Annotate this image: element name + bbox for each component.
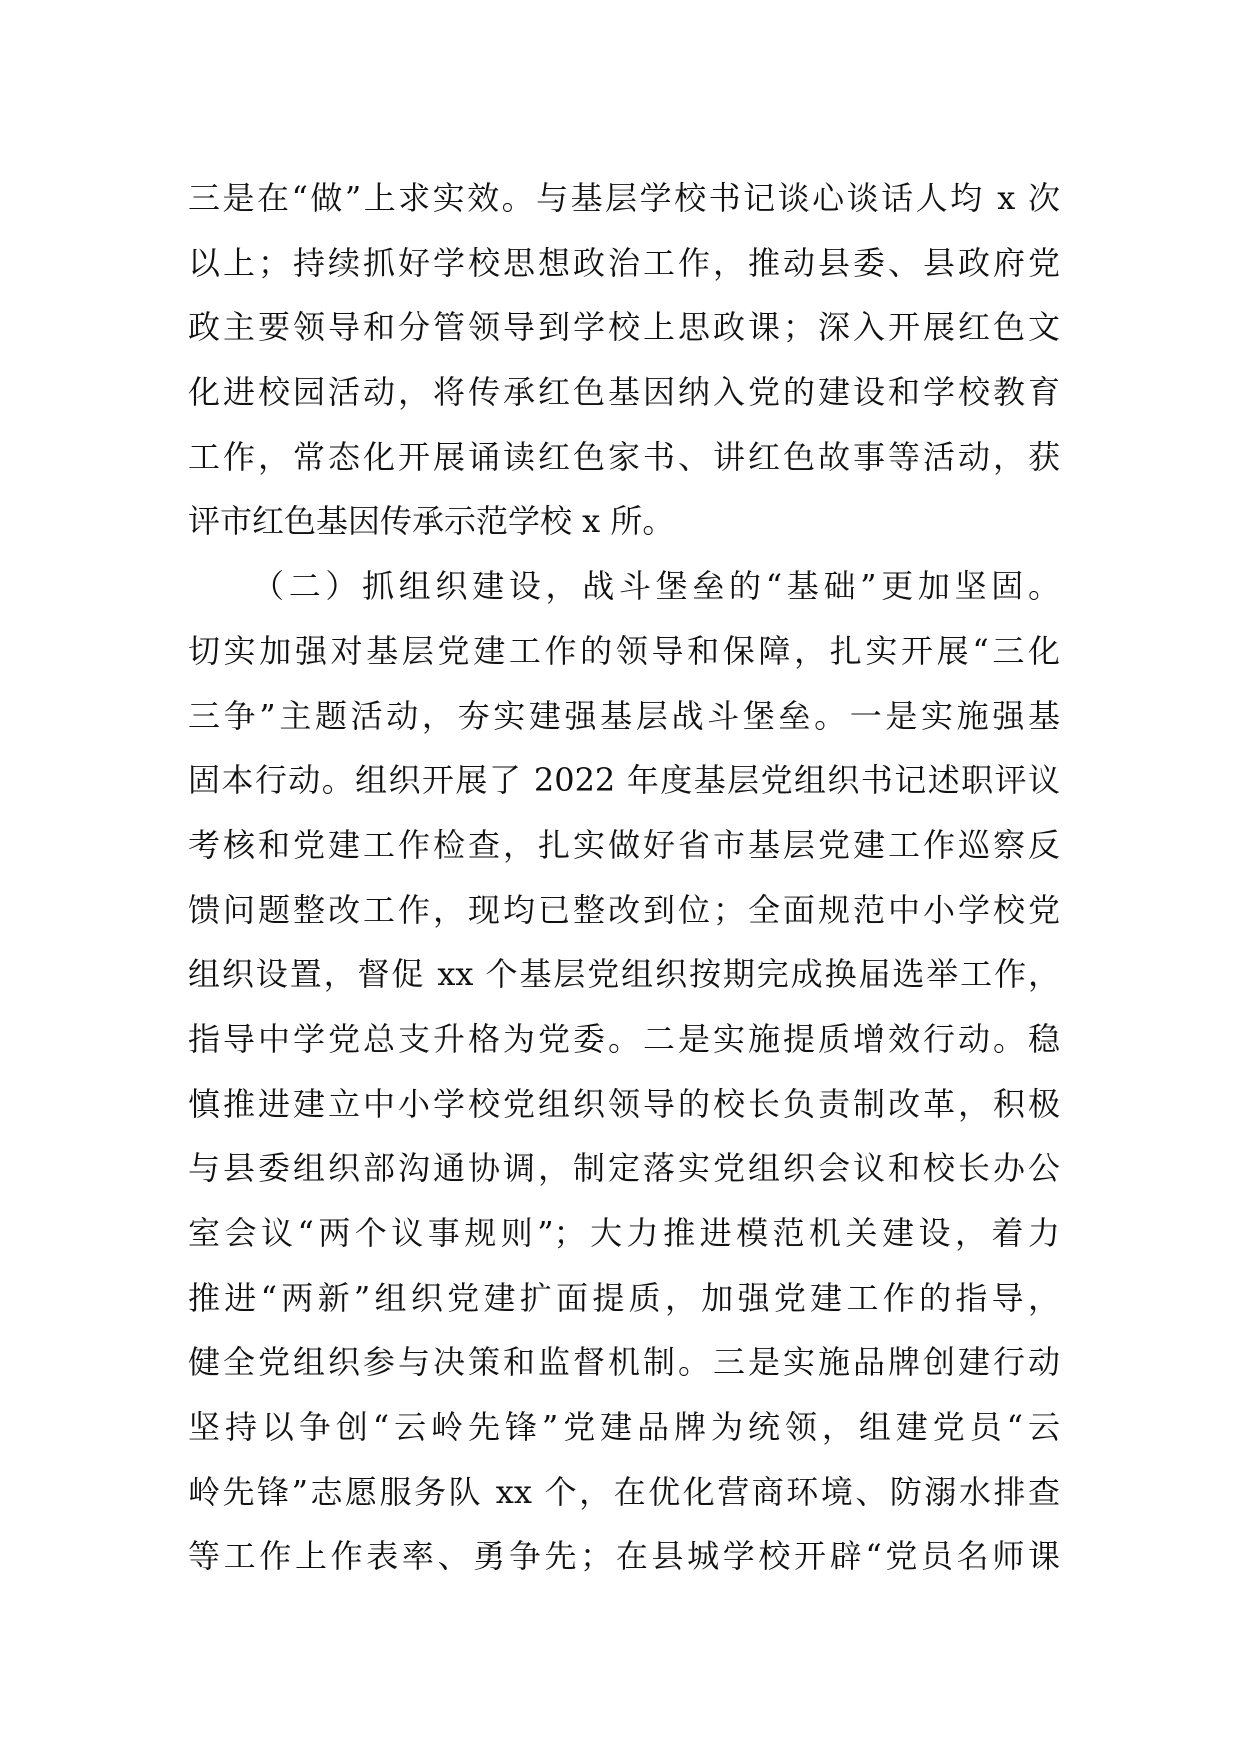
document-body (188, 166, 1060, 1589)
text-line: 考核和党建工作检查，扎实做好省市基层党建工作巡察反 (188, 825, 1060, 864)
text-line: 以上；持续抓好学校思想政治工作，推动县委、县政府党 (188, 243, 1060, 282)
text-line: 政主要领导和分管领导到学校上思政课；深入开展红色文 (188, 308, 1060, 347)
text-line: 组织设置，督促 xx 个基层党组织按期完成换届选举工作， (188, 955, 1060, 994)
text-line: 指导中学党总支升格为党委。二是实施提质增效行动。稳 (188, 1019, 1060, 1058)
text-line: 化进校园活动，将传承红色基因纳入党的建设和学校教育 (188, 373, 1060, 412)
text-line: 评市红色基因传承示范学校 x 所。 (188, 502, 675, 541)
section-heading: （二）抓组织建设，战斗堡垒的“基础”更加坚固。 (252, 567, 1060, 606)
text-line: 室会议“两个议事规则”；大力推进模范机关建设，着力 (188, 1214, 1060, 1252)
text-line: 三争”主题活动，夯实建强基层战斗堡垒。一是实施强基 (188, 696, 1060, 735)
text-line: 固本行动。组织开展了 2022 年度基层党组织书记述职评议 (188, 761, 1060, 800)
text-line: 工作，常态化开展诵读红色家书、讲红色故事等活动，获 (188, 437, 1060, 476)
text-line: 馈问题整改工作，现均已整改到位；全面规范中小学校党 (188, 890, 1060, 929)
text-line: 健全党组织参与决策和监督机制。三是实施品牌创建行动 (188, 1343, 1060, 1382)
text-line: 慎推进建立中小学校党组织领导的校长负责制改革，积极 (188, 1084, 1060, 1123)
text-line: 坚持以争创“云岭先锋”党建品牌为统领，组建党员“云 (188, 1408, 1060, 1447)
text-line: 岭先锋”志愿服务队 xx 个，在优化营商环境、防溺水排查 (188, 1472, 1060, 1511)
text-line: 推进“两新”组织党建扩面提质，加强党建工作的指导， (188, 1278, 1060, 1317)
text-line: 等工作上作表率、勇争先；在县城学校开辟“党员名师课 (188, 1537, 1060, 1576)
text-line: 三是在“做”上求实效。与基层学校书记谈心谈话人均 x 次 (188, 179, 1060, 217)
text-line: 切实加强对基层党建工作的领导和保障，扎实开展“三化 (188, 631, 1060, 670)
text-line: 与县委组织部沟通协调，制定落实党组织会议和校长办公 (188, 1149, 1060, 1188)
